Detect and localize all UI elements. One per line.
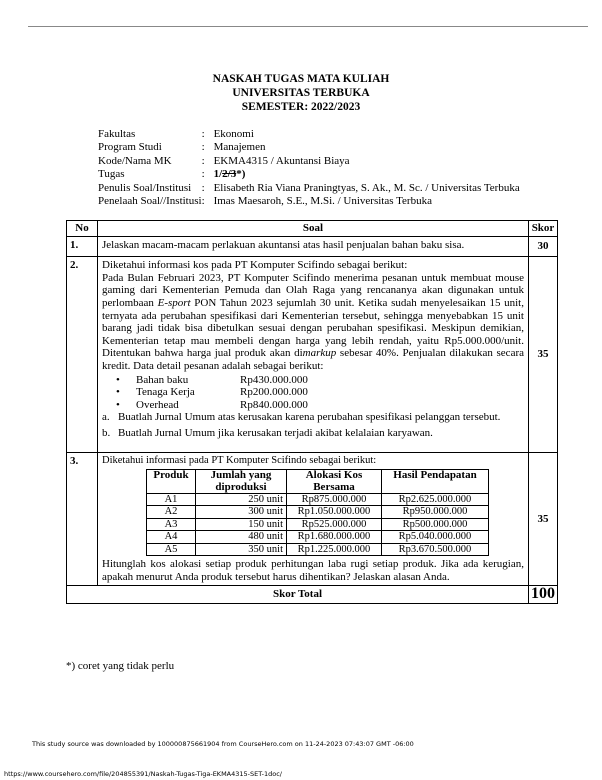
meta-key: Penulis Soal/Institusi (98, 181, 192, 194)
meta-value-tugas (214, 168, 520, 181)
total-row (67, 586, 558, 604)
meta-row (98, 141, 520, 154)
meta-colon: : (201, 181, 205, 194)
case-text-c: sebesar 40%. Penjualan dilakukan secara kredit. Data detail pesanan adalah sebagai berikut: (102, 347, 524, 372)
list-item (102, 427, 524, 440)
case-paragraph (102, 272, 524, 373)
document-title (0, 72, 602, 114)
cell-jumlah: 250 unit (196, 493, 287, 505)
meta-key: Penelaah Soal//Institusi (98, 195, 202, 208)
question-number: 3. (67, 452, 98, 586)
meta-colon: : (201, 154, 205, 167)
bullet-icon: • (116, 373, 120, 386)
cell-alokasi: Rp1.680.000.000 (287, 531, 382, 543)
col-jumlah: Jumlah yang diproduksi (196, 470, 287, 494)
meta-value: Imas Maesaroh, S.E., M.Si. / Universitas Terbuka (213, 195, 432, 208)
bullet-icon: • (116, 398, 120, 411)
bullet-icon: • (116, 386, 120, 399)
meta-colon: : (201, 195, 205, 208)
total-score: 100 (529, 586, 558, 604)
product-table (146, 469, 489, 556)
meta-colon: : (201, 141, 205, 154)
tugas-selected: 1/ (213, 168, 223, 181)
title-line-2: UNIVERSITAS TERBUKA (232, 87, 370, 99)
tugas-struck: 2/3 (222, 168, 237, 181)
cell-alokasi: Rp1.225.000.000 (287, 543, 382, 555)
meta-value: Manajemen (213, 141, 266, 154)
header-no: No (67, 221, 98, 237)
tugas-value (214, 168, 246, 180)
source-note: This study source was downloaded by 100000875661904 from CourseHero.com on 11-24-2023 07:43:07 GMT -06:00 (32, 740, 414, 748)
cell-jumlah: 350 unit (196, 543, 287, 555)
question-intro: Diketahui informasi pada PT Komputer Scifindo sebagai berikut: (102, 454, 377, 466)
meta-row (98, 128, 520, 141)
question-score: 30 (529, 236, 558, 257)
meta-colon: : (201, 168, 205, 181)
meta-key: Program Studi (98, 141, 162, 154)
cost-amount: Rp430.000.000 (240, 373, 308, 386)
tugas-mark: *) (236, 168, 246, 181)
col-produk: Produk (147, 470, 196, 494)
question-row-2 (67, 257, 558, 452)
header-soal: Soal (98, 221, 529, 237)
question-table (66, 220, 558, 604)
task-text: Buatlah Jurnal Umum jika kerusakan terjadi akibat kelalaian karyawan. (118, 426, 433, 439)
cost-amount: Rp200.000.000 (240, 386, 308, 399)
cell-produk: A3 (147, 518, 196, 530)
meta-row (98, 182, 520, 195)
cell-pendapatan: Rp2.625.000.000 (382, 493, 489, 505)
question-content (98, 452, 529, 586)
list-item (102, 411, 524, 424)
meta-value: Ekonomi (213, 128, 254, 140)
question-text: Jelaskan macam-macam perlakuan akuntansi atas hasil penjualan bahan baku sisa. (98, 236, 529, 257)
header-skor: Skor (529, 221, 558, 237)
case-text-markup: markup (302, 347, 337, 360)
cell-alokasi: Rp875.000.000 (287, 493, 382, 505)
cell-produk: A1 (147, 493, 196, 505)
list-item (102, 386, 524, 399)
question-content (98, 257, 529, 452)
question-row-1 (67, 236, 558, 257)
course-info (98, 128, 520, 208)
top-divider (28, 26, 588, 27)
question-score: 35 (529, 257, 558, 452)
cost-name: Tenaga Kerja (136, 386, 195, 399)
case-text-a: Pada Bulan Februari 2023, PT Komputer Scifindo menerima pesanan untuk membuat mouse gaming dari Kementerian Pemuda dan Olah Raga yang rencananya akan digunakan untuk perlombaan (102, 271, 524, 309)
meta-value: Elisabeth Ria Viana Praningtyas, S. Ak., M. Sc. / Universitas Terbuka (213, 181, 520, 194)
question-number: 1. (67, 236, 98, 257)
cost-name: Bahan baku (136, 373, 189, 386)
cell-produk: A2 (147, 506, 196, 518)
question-text: Hitunglah kos alokasi setiap produk perhitungan laba rugi setiap produk. Jika ada kerugian, apakah menurut Anda produk tersebut harus dihentikan? Jelaskan alasan Anda. (102, 557, 524, 583)
task-letter: a. (102, 411, 110, 424)
table-row (147, 543, 489, 555)
col-alokasi: Alokasi Kos Bersama (287, 470, 382, 494)
title-line-3: SEMESTER: 2022/2023 (241, 101, 361, 113)
table-row (147, 518, 489, 530)
cell-pendapatan: Rp3.670.500.000 (382, 543, 489, 555)
table-row (147, 493, 489, 505)
table-row (147, 506, 489, 518)
title-line-1: NASKAH TUGAS MATA KULIAH (212, 73, 390, 85)
cell-alokasi: Rp525.000.000 (287, 518, 382, 530)
task-list (102, 411, 524, 439)
cost-amount: Rp840.000.000 (240, 398, 308, 411)
cost-list (102, 374, 524, 412)
source-url: https://www.coursehero.com/file/204855391/Naskah-Tugas-Tiga-EKMA4315-SET-1doc/ (4, 770, 282, 778)
task-letter: b. (102, 426, 111, 439)
case-text-esport: E-sport (157, 296, 191, 309)
list-item (102, 374, 524, 387)
cell-jumlah: 480 unit (196, 531, 287, 543)
table-row (147, 531, 489, 543)
cost-name: Overhead (136, 398, 179, 411)
list-item (102, 399, 524, 412)
case-text-b: PON Tahun 2023 sejumlah 30 unit. Ketika sudah menyelesaikan 15 unit, ternyata ada perubahan spesifikasi dari Kementerian tersebut, sehingga menyebabkan 15 unit barang jadi tidak bisa dibetulkan sesuai dengan perubahan spesifikasi. Meskipun demikian, Kementerian tetap mau membeli dengan harga yang lebih rendah, yaitu Rp5.000.000/unit. Ditentukan bahwa harga jual produk akan di (102, 296, 524, 360)
cell-jumlah: 300 unit (196, 506, 287, 518)
task-text: Buatlah Jurnal Umum atas kerusakan karena perubahan spesifikasi pelanggan tersebut. (118, 411, 501, 424)
footnote: *) coret yang tidak perlu (66, 660, 175, 672)
table-header-row (67, 221, 558, 237)
question-row-3 (67, 452, 558, 586)
meta-value: EKMA4315 / Akuntansi Biaya (213, 154, 350, 167)
meta-colon: : (201, 128, 205, 140)
product-header-row (147, 470, 489, 494)
question-intro: Diketahui informasi kos pada PT Komputer Scifindo sebagai berikut: (102, 259, 408, 272)
question-number: 2. (67, 257, 98, 452)
meta-row (98, 168, 520, 181)
cell-jumlah: 150 unit (196, 518, 287, 530)
meta-key: Fakultas (98, 128, 136, 140)
question-score: 35 (529, 452, 558, 586)
cell-pendapatan: Rp500.000.000 (382, 518, 489, 530)
cell-pendapatan: Rp950.000.000 (382, 506, 489, 518)
cell-produk: A5 (147, 543, 196, 555)
meta-row (98, 155, 520, 168)
cell-alokasi: Rp1.050.000.000 (287, 506, 382, 518)
meta-key: Tugas (98, 168, 125, 181)
meta-key: Kode/Nama MK (98, 154, 172, 167)
cell-produk: A4 (147, 531, 196, 543)
meta-row (98, 195, 520, 208)
cell-pendapatan: Rp5.040.000.000 (382, 531, 489, 543)
col-pendapatan: Hasil Pendapatan (382, 470, 489, 494)
total-label: Skor Total (67, 586, 529, 604)
